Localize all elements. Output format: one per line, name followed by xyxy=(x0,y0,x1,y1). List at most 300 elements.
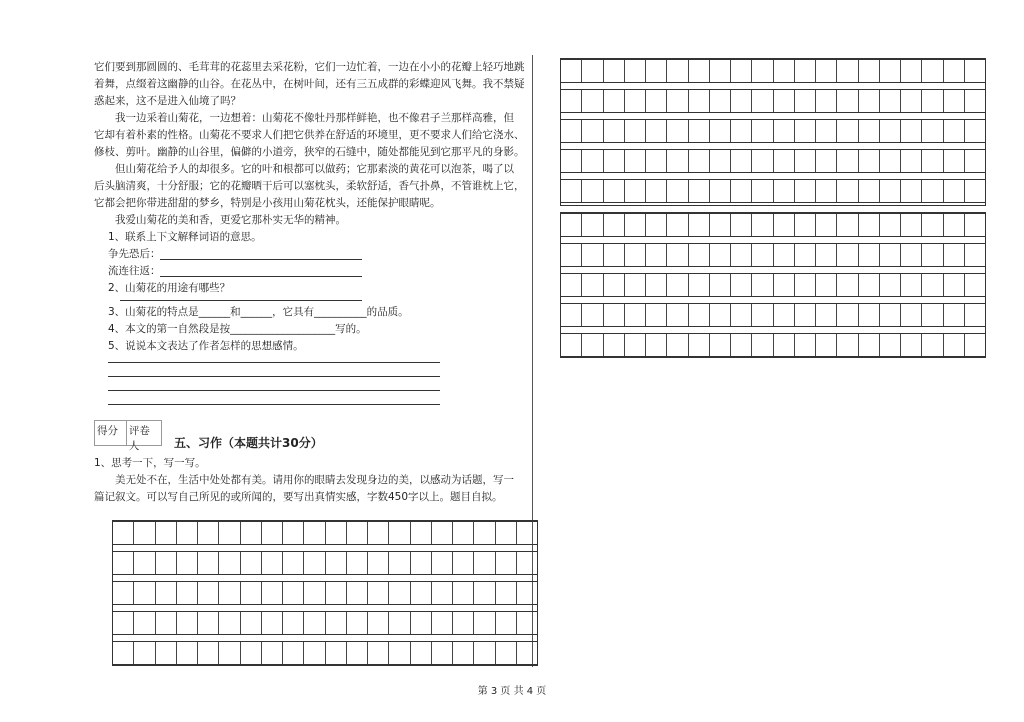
grid-cell[interactable] xyxy=(241,552,262,574)
grid-cell[interactable] xyxy=(859,180,880,202)
grid-cell[interactable] xyxy=(710,60,731,82)
grid-cell[interactable] xyxy=(134,612,155,634)
grid-cell[interactable] xyxy=(582,244,603,266)
grid-cell[interactable] xyxy=(795,214,816,236)
grid-cell[interactable] xyxy=(625,274,646,296)
grid-cell[interactable] xyxy=(922,150,943,172)
grid-cell[interactable] xyxy=(667,304,688,326)
grid-cell[interactable] xyxy=(774,150,795,172)
grid-cell[interactable] xyxy=(304,552,325,574)
grid-cell[interactable] xyxy=(432,642,453,664)
grid-cell[interactable] xyxy=(901,150,922,172)
grid-cell[interactable] xyxy=(646,214,667,236)
grid-cell[interactable] xyxy=(262,582,283,604)
grid-cell[interactable] xyxy=(922,214,943,236)
grid-cell[interactable] xyxy=(731,150,752,172)
grid-cell[interactable] xyxy=(561,244,582,266)
grid-cell[interactable] xyxy=(561,150,582,172)
grid-cell[interactable] xyxy=(646,90,667,112)
grid-cell[interactable] xyxy=(710,214,731,236)
grid-cell[interactable] xyxy=(453,612,474,634)
grid-cell[interactable] xyxy=(113,642,134,664)
grid-cell[interactable] xyxy=(880,60,901,82)
grid-cell[interactable] xyxy=(731,304,752,326)
grid-cell[interactable] xyxy=(901,180,922,202)
grid-cell[interactable] xyxy=(837,274,858,296)
grid-cell[interactable] xyxy=(880,150,901,172)
grid-cell[interactable] xyxy=(667,334,688,356)
grid-cell[interactable] xyxy=(944,334,965,356)
grid-cell[interactable] xyxy=(774,120,795,142)
grid-cell[interactable] xyxy=(689,274,710,296)
grid-cell[interactable] xyxy=(411,552,432,574)
grid-cell[interactable] xyxy=(517,642,537,664)
grid-cell[interactable] xyxy=(944,180,965,202)
grid-cell[interactable] xyxy=(837,150,858,172)
grid-cell[interactable] xyxy=(156,612,177,634)
grid-cell[interactable] xyxy=(604,150,625,172)
grid-cell[interactable] xyxy=(880,180,901,202)
grid-cell[interactable] xyxy=(582,60,603,82)
answer-line[interactable] xyxy=(108,376,440,377)
grid-cell[interactable] xyxy=(389,522,410,544)
grid-cell[interactable] xyxy=(219,522,240,544)
grid-cell[interactable] xyxy=(561,304,582,326)
grid-cell[interactable] xyxy=(965,180,985,202)
grid-cell[interactable] xyxy=(859,214,880,236)
grid-cell[interactable] xyxy=(177,522,198,544)
grid-cell[interactable] xyxy=(752,90,773,112)
grid-cell[interactable] xyxy=(965,60,985,82)
grid-cell[interactable] xyxy=(604,304,625,326)
grid-cell[interactable] xyxy=(774,304,795,326)
grid-cell[interactable] xyxy=(880,120,901,142)
grid-cell[interactable] xyxy=(625,214,646,236)
grid-cell[interactable] xyxy=(474,582,495,604)
composition-grid[interactable] xyxy=(560,212,986,358)
grid-cell[interactable] xyxy=(901,274,922,296)
grid-cell[interactable] xyxy=(134,522,155,544)
grid-cell[interactable] xyxy=(604,180,625,202)
grid-cell[interactable] xyxy=(752,150,773,172)
grid-cell[interactable] xyxy=(411,522,432,544)
grid-cell[interactable] xyxy=(731,214,752,236)
grid-cell[interactable] xyxy=(944,150,965,172)
grid-cell[interactable] xyxy=(710,274,731,296)
grid-cell[interactable] xyxy=(774,244,795,266)
grid-cell[interactable] xyxy=(816,60,837,82)
grid-cell[interactable] xyxy=(304,522,325,544)
composition-grid[interactable] xyxy=(560,58,986,206)
grid-cell[interactable] xyxy=(198,552,219,574)
grid-cell[interactable] xyxy=(795,120,816,142)
grid-cell[interactable] xyxy=(816,214,837,236)
grid-cell[interactable] xyxy=(561,334,582,356)
grid-cell[interactable] xyxy=(304,612,325,634)
grid-cell[interactable] xyxy=(731,180,752,202)
grid-cell[interactable] xyxy=(646,150,667,172)
grid-cell[interactable] xyxy=(283,642,304,664)
grid-cell[interactable] xyxy=(432,522,453,544)
grid-cell[interactable] xyxy=(667,244,688,266)
grid-cell[interactable] xyxy=(326,582,347,604)
grid-cell[interactable] xyxy=(901,90,922,112)
grid-cell[interactable] xyxy=(113,522,134,544)
grid-cell[interactable] xyxy=(944,274,965,296)
grid-cell[interactable] xyxy=(177,582,198,604)
grid-cell[interactable] xyxy=(667,90,688,112)
grid-cell[interactable] xyxy=(752,244,773,266)
grid-cell[interactable] xyxy=(156,522,177,544)
grid-cell[interactable] xyxy=(837,120,858,142)
grid-cell[interactable] xyxy=(561,180,582,202)
grid-cell[interactable] xyxy=(582,274,603,296)
composition-grid[interactable] xyxy=(112,520,538,666)
grid-cell[interactable] xyxy=(283,552,304,574)
grid-cell[interactable] xyxy=(453,582,474,604)
grid-cell[interactable] xyxy=(774,334,795,356)
grid-cell[interactable] xyxy=(689,180,710,202)
grid-cell[interactable] xyxy=(922,180,943,202)
grid-cell[interactable] xyxy=(965,214,985,236)
grid-cell[interactable] xyxy=(156,552,177,574)
grid-cell[interactable] xyxy=(944,244,965,266)
grid-cell[interactable] xyxy=(219,582,240,604)
grid-cell[interactable] xyxy=(474,552,495,574)
grid-cell[interactable] xyxy=(965,274,985,296)
grid-cell[interactable] xyxy=(625,60,646,82)
grid-cell[interactable] xyxy=(283,522,304,544)
grid-cell[interactable] xyxy=(965,90,985,112)
grid-cell[interactable] xyxy=(752,214,773,236)
grid-cell[interactable] xyxy=(582,120,603,142)
grid-cell[interactable] xyxy=(474,612,495,634)
grid-cell[interactable] xyxy=(837,90,858,112)
grid-cell[interactable] xyxy=(795,334,816,356)
grid-cell[interactable] xyxy=(453,552,474,574)
grid-cell[interactable] xyxy=(604,120,625,142)
grid-cell[interactable] xyxy=(517,582,537,604)
grid-cell[interactable] xyxy=(667,180,688,202)
grid-cell[interactable] xyxy=(241,642,262,664)
grid-cell[interactable] xyxy=(901,214,922,236)
grid-cell[interactable] xyxy=(326,522,347,544)
grid-cell[interactable] xyxy=(667,60,688,82)
grid-cell[interactable] xyxy=(689,90,710,112)
grid-cell[interactable] xyxy=(625,244,646,266)
grid-cell[interactable] xyxy=(795,60,816,82)
grid-cell[interactable] xyxy=(625,90,646,112)
grid-cell[interactable] xyxy=(198,642,219,664)
grid-cell[interactable] xyxy=(453,642,474,664)
grid-cell[interactable] xyxy=(944,304,965,326)
grid-cell[interactable] xyxy=(667,120,688,142)
grid-cell[interactable] xyxy=(646,304,667,326)
grid-cell[interactable] xyxy=(326,612,347,634)
grid-cell[interactable] xyxy=(901,120,922,142)
grid-cell[interactable] xyxy=(795,180,816,202)
grid-cell[interactable] xyxy=(965,150,985,172)
grid-cell[interactable] xyxy=(752,60,773,82)
grid-cell[interactable] xyxy=(731,274,752,296)
grid-cell[interactable] xyxy=(944,120,965,142)
grid-cell[interactable] xyxy=(134,552,155,574)
grid-cell[interactable] xyxy=(710,120,731,142)
grid-cell[interactable] xyxy=(646,120,667,142)
grid-cell[interactable] xyxy=(731,120,752,142)
grid-cell[interactable] xyxy=(774,60,795,82)
grid-cell[interactable] xyxy=(944,90,965,112)
grid-cell[interactable] xyxy=(922,90,943,112)
answer-line[interactable] xyxy=(160,276,362,277)
grid-cell[interactable] xyxy=(604,214,625,236)
grid-cell[interactable] xyxy=(411,582,432,604)
grid-cell[interactable] xyxy=(752,304,773,326)
grid-cell[interactable] xyxy=(582,304,603,326)
grid-cell[interactable] xyxy=(389,642,410,664)
answer-line[interactable] xyxy=(108,390,440,391)
grid-cell[interactable] xyxy=(859,244,880,266)
grid-cell[interactable] xyxy=(517,522,537,544)
grid-cell[interactable] xyxy=(922,60,943,82)
grid-cell[interactable] xyxy=(389,552,410,574)
grid-cell[interactable] xyxy=(901,304,922,326)
grid-cell[interactable] xyxy=(710,90,731,112)
grid-cell[interactable] xyxy=(198,612,219,634)
grid-cell[interactable] xyxy=(368,552,389,574)
grid-cell[interactable] xyxy=(604,60,625,82)
grid-cell[interactable] xyxy=(774,180,795,202)
grid-cell[interactable] xyxy=(517,552,537,574)
grid-cell[interactable] xyxy=(198,582,219,604)
grid-cell[interactable] xyxy=(474,522,495,544)
grid-cell[interactable] xyxy=(859,90,880,112)
grid-cell[interactable] xyxy=(411,642,432,664)
grid-cell[interactable] xyxy=(283,612,304,634)
grid-cell[interactable] xyxy=(922,304,943,326)
grid-cell[interactable] xyxy=(625,120,646,142)
grid-cell[interactable] xyxy=(582,150,603,172)
grid-cell[interactable] xyxy=(774,90,795,112)
grid-cell[interactable] xyxy=(326,642,347,664)
grid-cell[interactable] xyxy=(859,274,880,296)
grid-cell[interactable] xyxy=(113,582,134,604)
grid-cell[interactable] xyxy=(219,552,240,574)
grid-cell[interactable] xyxy=(795,304,816,326)
grid-cell[interactable] xyxy=(731,244,752,266)
answer-line[interactable] xyxy=(108,404,440,405)
grid-cell[interactable] xyxy=(198,522,219,544)
grid-cell[interactable] xyxy=(347,552,368,574)
grid-cell[interactable] xyxy=(432,612,453,634)
grid-cell[interactable] xyxy=(922,274,943,296)
grid-cell[interactable] xyxy=(816,334,837,356)
grid-cell[interactable] xyxy=(774,214,795,236)
grid-cell[interactable] xyxy=(710,180,731,202)
grid-cell[interactable] xyxy=(646,180,667,202)
grid-cell[interactable] xyxy=(389,582,410,604)
grid-cell[interactable] xyxy=(604,334,625,356)
grid-cell[interactable] xyxy=(347,522,368,544)
grid-cell[interactable] xyxy=(582,214,603,236)
grid-cell[interactable] xyxy=(561,214,582,236)
grid-cell[interactable] xyxy=(752,120,773,142)
grid-cell[interactable] xyxy=(795,90,816,112)
grid-cell[interactable] xyxy=(731,90,752,112)
grid-cell[interactable] xyxy=(347,612,368,634)
grid-cell[interactable] xyxy=(837,334,858,356)
grid-cell[interactable] xyxy=(859,60,880,82)
grid-cell[interactable] xyxy=(816,304,837,326)
grid-cell[interactable] xyxy=(219,612,240,634)
grid-cell[interactable] xyxy=(731,60,752,82)
grid-cell[interactable] xyxy=(219,642,240,664)
grid-cell[interactable] xyxy=(262,642,283,664)
grid-cell[interactable] xyxy=(859,150,880,172)
grid-cell[interactable] xyxy=(582,334,603,356)
grid-cell[interactable] xyxy=(667,274,688,296)
grid-cell[interactable] xyxy=(816,90,837,112)
grid-cell[interactable] xyxy=(432,582,453,604)
grid-cell[interactable] xyxy=(689,334,710,356)
grid-cell[interactable] xyxy=(774,274,795,296)
grid-cell[interactable] xyxy=(689,244,710,266)
grid-cell[interactable] xyxy=(347,582,368,604)
grid-cell[interactable] xyxy=(496,582,517,604)
grid-cell[interactable] xyxy=(795,150,816,172)
grid-cell[interactable] xyxy=(517,612,537,634)
grid-cell[interactable] xyxy=(304,642,325,664)
grid-cell[interactable] xyxy=(689,150,710,172)
grid-cell[interactable] xyxy=(816,244,837,266)
grid-cell[interactable] xyxy=(646,334,667,356)
grid-cell[interactable] xyxy=(561,120,582,142)
grid-cell[interactable] xyxy=(880,90,901,112)
grid-cell[interactable] xyxy=(411,612,432,634)
grid-cell[interactable] xyxy=(837,244,858,266)
grid-cell[interactable] xyxy=(880,274,901,296)
grid-cell[interactable] xyxy=(283,582,304,604)
grid-cell[interactable] xyxy=(368,582,389,604)
grid-cell[interactable] xyxy=(496,612,517,634)
grid-cell[interactable] xyxy=(880,244,901,266)
grid-cell[interactable] xyxy=(134,642,155,664)
grid-cell[interactable] xyxy=(625,304,646,326)
grid-cell[interactable] xyxy=(710,304,731,326)
grid-cell[interactable] xyxy=(496,642,517,664)
grid-cell[interactable] xyxy=(561,60,582,82)
grid-cell[interactable] xyxy=(880,334,901,356)
grid-cell[interactable] xyxy=(710,334,731,356)
grid-cell[interactable] xyxy=(241,612,262,634)
grid-cell[interactable] xyxy=(901,60,922,82)
grid-cell[interactable] xyxy=(752,334,773,356)
grid-cell[interactable] xyxy=(326,552,347,574)
grid-cell[interactable] xyxy=(113,612,134,634)
grid-cell[interactable] xyxy=(965,304,985,326)
grid-cell[interactable] xyxy=(453,522,474,544)
grid-cell[interactable] xyxy=(432,552,453,574)
grid-cell[interactable] xyxy=(837,304,858,326)
grid-cell[interactable] xyxy=(582,90,603,112)
grid-cell[interactable] xyxy=(667,214,688,236)
grid-cell[interactable] xyxy=(646,244,667,266)
grid-cell[interactable] xyxy=(837,180,858,202)
grid-cell[interactable] xyxy=(156,642,177,664)
grid-cell[interactable] xyxy=(667,150,688,172)
grid-cell[interactable] xyxy=(561,274,582,296)
grid-cell[interactable] xyxy=(752,274,773,296)
grid-cell[interactable] xyxy=(795,274,816,296)
grid-cell[interactable] xyxy=(922,244,943,266)
grid-cell[interactable] xyxy=(262,612,283,634)
grid-cell[interactable] xyxy=(134,582,155,604)
grid-cell[interactable] xyxy=(389,612,410,634)
grid-cell[interactable] xyxy=(262,552,283,574)
grid-cell[interactable] xyxy=(880,304,901,326)
grid-cell[interactable] xyxy=(880,214,901,236)
grid-cell[interactable] xyxy=(859,304,880,326)
grid-cell[interactable] xyxy=(177,612,198,634)
grid-cell[interactable] xyxy=(752,180,773,202)
grid-cell[interactable] xyxy=(922,120,943,142)
grid-cell[interactable] xyxy=(496,522,517,544)
grid-cell[interactable] xyxy=(795,244,816,266)
grid-cell[interactable] xyxy=(368,522,389,544)
grid-cell[interactable] xyxy=(922,334,943,356)
grid-cell[interactable] xyxy=(646,60,667,82)
grid-cell[interactable] xyxy=(816,180,837,202)
grid-cell[interactable] xyxy=(837,214,858,236)
grid-cell[interactable] xyxy=(837,60,858,82)
answer-line[interactable] xyxy=(108,362,440,363)
grid-cell[interactable] xyxy=(241,582,262,604)
grid-cell[interactable] xyxy=(689,214,710,236)
grid-cell[interactable] xyxy=(496,552,517,574)
grid-cell[interactable] xyxy=(816,120,837,142)
grid-cell[interactable] xyxy=(474,642,495,664)
grid-cell[interactable] xyxy=(816,150,837,172)
grid-cell[interactable] xyxy=(816,274,837,296)
grid-cell[interactable] xyxy=(561,90,582,112)
answer-line[interactable] xyxy=(120,300,362,301)
grid-cell[interactable] xyxy=(944,214,965,236)
grid-cell[interactable] xyxy=(368,642,389,664)
grid-cell[interactable] xyxy=(304,582,325,604)
grid-cell[interactable] xyxy=(625,180,646,202)
grid-cell[interactable] xyxy=(262,522,283,544)
grid-cell[interactable] xyxy=(625,334,646,356)
grid-cell[interactable] xyxy=(604,90,625,112)
grid-cell[interactable] xyxy=(731,334,752,356)
grid-cell[interactable] xyxy=(177,552,198,574)
grid-cell[interactable] xyxy=(965,334,985,356)
grid-cell[interactable] xyxy=(689,304,710,326)
grid-cell[interactable] xyxy=(347,642,368,664)
grid-cell[interactable] xyxy=(604,274,625,296)
grid-cell[interactable] xyxy=(859,334,880,356)
grid-cell[interactable] xyxy=(156,582,177,604)
grid-cell[interactable] xyxy=(604,244,625,266)
grid-cell[interactable] xyxy=(859,120,880,142)
answer-line[interactable] xyxy=(160,259,362,260)
grid-cell[interactable] xyxy=(582,180,603,202)
grid-cell[interactable] xyxy=(241,522,262,544)
grid-cell[interactable] xyxy=(113,552,134,574)
grid-cell[interactable] xyxy=(625,150,646,172)
grid-cell[interactable] xyxy=(965,244,985,266)
grid-cell[interactable] xyxy=(710,150,731,172)
